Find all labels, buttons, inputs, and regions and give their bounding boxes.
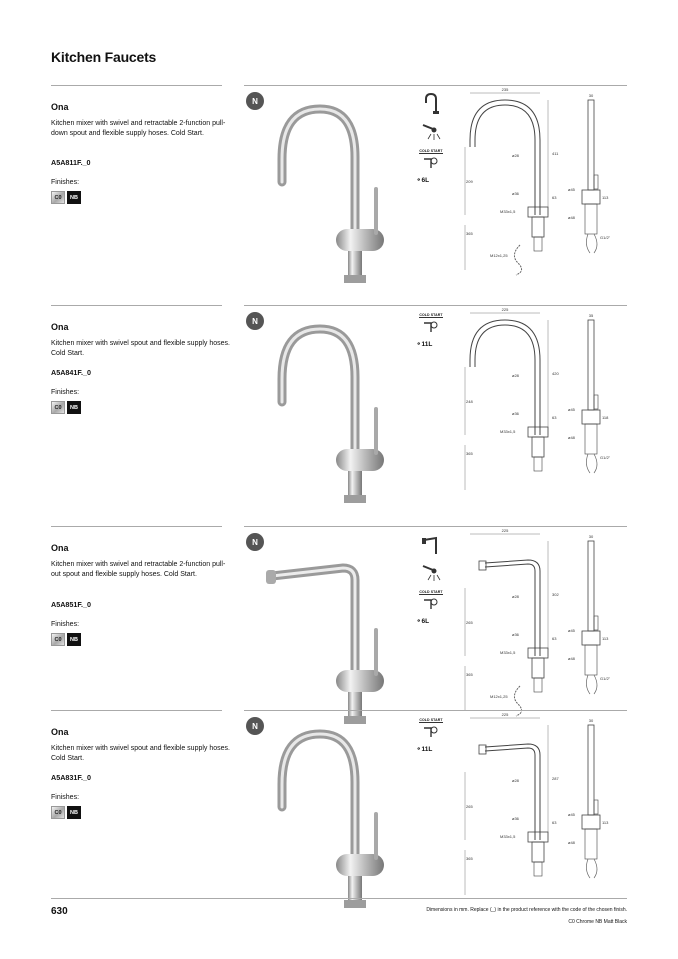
dimension-label: ø36 xyxy=(512,816,519,821)
cold-start-icon xyxy=(416,146,446,172)
finish-swatch-matt-black[interactable]: NB xyxy=(67,806,81,819)
product-description: Kitchen mixer with swivel spout and flexible supply hoses. Cold Start. xyxy=(51,340,230,358)
new-badge: N xyxy=(246,533,264,551)
dimension-label: 225 xyxy=(501,307,509,312)
dimension-label: 411 xyxy=(552,151,559,156)
section-divider-left xyxy=(51,305,222,306)
dimension-label: ø48 xyxy=(568,840,575,845)
product-block xyxy=(0,305,678,525)
cold-start-icon xyxy=(416,715,446,741)
finish-swatch-chrome[interactable]: C0 xyxy=(51,806,65,819)
dimension-label: 265 xyxy=(466,804,473,809)
product-name: Ona xyxy=(51,322,69,332)
dimension-label: 302 xyxy=(552,592,559,597)
dimension-label: M33x1,5 xyxy=(500,429,516,434)
dimension-label: 63 xyxy=(552,415,557,420)
finish-swatches xyxy=(51,191,81,204)
faucet-photo xyxy=(258,528,408,728)
product-description: Kitchen mixer with swivel spout and flexible supply hoses. Cold Start. xyxy=(51,745,230,763)
spray-function-icon xyxy=(416,559,446,585)
dimension-label: 209 xyxy=(466,179,473,184)
dimension-label: 420 xyxy=(552,371,559,376)
product-code: A5A811F._0 xyxy=(51,158,91,167)
product-description: Kitchen mixer with swivel and retractable 2-function pull-out spout and flexible supply hoses. Cold Start. xyxy=(51,561,226,579)
finishes-label: Finishes: xyxy=(51,389,80,396)
dimension-label: ø45 xyxy=(568,407,575,412)
dimension-label: ø48 xyxy=(568,435,575,440)
new-badge: N xyxy=(246,92,264,110)
dimension-label: 365 xyxy=(466,672,473,677)
product-code: A5A831F._0 xyxy=(51,773,91,782)
dimension-label: M33x1,5 xyxy=(500,650,516,655)
dimension-label: M33x1,5 xyxy=(500,209,516,214)
flow-rate: ⚬6L xyxy=(416,618,430,625)
flow-rate-value: 6L xyxy=(421,618,430,625)
dimension-label: ø36 xyxy=(512,191,519,196)
spray-function-icon xyxy=(416,118,446,144)
finish-swatch-chrome[interactable]: C0 xyxy=(51,633,65,646)
dimension-label: ø48 xyxy=(568,656,575,661)
dimension-label: 63 xyxy=(552,820,557,825)
finish-swatches xyxy=(51,633,81,646)
finish-swatch-chrome[interactable]: C0 xyxy=(51,191,65,204)
dimension-label: 113 xyxy=(602,820,609,825)
product-description: Kitchen mixer with swivel and retractable 2-function pull-down spout and flexible supply hoses. Cold Start. xyxy=(51,120,226,138)
dimension-label: G1/2" xyxy=(600,676,611,681)
product-code: A5A841F._0 xyxy=(51,368,91,377)
dimension-label: M12x1,25 xyxy=(490,694,508,699)
finish-swatch-matt-black[interactable]: NB xyxy=(67,633,81,646)
cold-start-icon xyxy=(416,310,446,336)
dimension-label: G1/2" xyxy=(600,235,611,240)
dimension-label: 365 xyxy=(466,451,473,456)
product-name: Ona xyxy=(51,543,69,553)
feature-icons xyxy=(416,531,448,625)
section-divider-left xyxy=(51,526,222,527)
flow-rate: ⚬11L xyxy=(416,341,433,348)
product-block xyxy=(0,85,678,305)
dimension-label: ø28 xyxy=(512,373,519,378)
dimension-label: ø28 xyxy=(512,778,519,783)
cold-start-label: COLD START xyxy=(419,149,443,153)
finish-swatches xyxy=(51,806,81,819)
dimension-label: 248 xyxy=(466,399,473,404)
page-title: Kitchen Faucets xyxy=(51,49,157,65)
dimension-label: M33x1,5 xyxy=(500,834,516,839)
dimension-label: 118 xyxy=(602,415,609,420)
flow-rate: ⚬6L xyxy=(416,177,430,184)
new-badge: N xyxy=(246,717,264,735)
finishes-label: Finishes: xyxy=(51,794,80,801)
dimension-label: ø28 xyxy=(512,153,519,158)
dimension-label: 35 xyxy=(588,313,594,318)
technical-drawing xyxy=(460,712,628,900)
dimension-label: ø45 xyxy=(568,812,575,817)
dimension-label: 30 xyxy=(588,718,594,723)
product-name: Ona xyxy=(51,102,69,112)
faucet-photo xyxy=(258,712,408,912)
dimension-label: ø36 xyxy=(512,632,519,637)
dimension-label: 63 xyxy=(552,636,557,641)
dimension-label: 265 xyxy=(466,620,473,625)
pull-out-spout-icon xyxy=(416,531,446,557)
section-divider-right xyxy=(244,85,627,86)
footer-divider xyxy=(51,898,627,899)
section-divider-right xyxy=(244,305,627,306)
dimension-label: G1/2" xyxy=(600,455,611,460)
dimension-label: ø36 xyxy=(512,411,519,416)
section-divider-right xyxy=(244,710,627,711)
technical-drawing xyxy=(460,528,628,716)
faucet-photo xyxy=(258,307,408,507)
dimension-label: ø28 xyxy=(512,594,519,599)
product-block xyxy=(0,710,678,930)
footnote: Dimensions in mm. Replace (_) in the product reference with the code of the chosen finish. xyxy=(426,907,627,913)
page-number: 630 xyxy=(51,906,68,917)
dimension-label: M12x1,25 xyxy=(490,253,508,258)
dimension-label: 113 xyxy=(602,195,609,200)
pull-down-spout-icon xyxy=(416,90,446,116)
product-name: Ona xyxy=(51,727,69,737)
dimension-label: 365 xyxy=(466,231,473,236)
product-code: A5A851F._0 xyxy=(51,600,91,609)
finish-swatch-chrome[interactable]: C0 xyxy=(51,401,65,414)
finish-swatch-matt-black[interactable]: NB xyxy=(67,191,81,204)
dimension-label: 225 xyxy=(501,712,509,717)
cold-start-icon xyxy=(416,587,446,613)
feature-icons xyxy=(416,90,448,184)
flow-rate: ⚬11L xyxy=(416,746,433,753)
finish-swatch-matt-black[interactable]: NB xyxy=(67,401,81,414)
dimension-label: 30 xyxy=(588,93,594,98)
section-divider-left xyxy=(51,85,222,86)
flow-rate-value: 11L xyxy=(421,341,433,348)
dimension-label: 113 xyxy=(602,636,609,641)
finish-legend: C0 Chrome NB Matt Black xyxy=(568,919,627,925)
finish-swatches xyxy=(51,401,81,414)
cold-start-label: COLD START xyxy=(419,313,443,317)
dimension-label: ø48 xyxy=(568,215,575,220)
dimension-label: 365 xyxy=(466,856,473,861)
cold-start-label: COLD START xyxy=(419,718,443,722)
flow-rate-value: 6L xyxy=(421,177,430,184)
technical-drawing xyxy=(460,87,628,275)
dimension-label: 287 xyxy=(552,776,559,781)
dimension-label: 63 xyxy=(552,195,557,200)
section-divider-right xyxy=(244,526,627,527)
feature-icons xyxy=(416,715,448,753)
cold-start-label: COLD START xyxy=(419,590,443,594)
flow-rate-value: 11L xyxy=(421,746,433,753)
finishes-label: Finishes: xyxy=(51,179,80,186)
dimension-label: ø45 xyxy=(568,628,575,633)
faucet-photo xyxy=(258,87,408,287)
finishes-label: Finishes: xyxy=(51,621,80,628)
section-divider-left xyxy=(51,710,222,711)
dimension-label: 225 xyxy=(501,528,509,533)
dimension-label: ø45 xyxy=(568,187,575,192)
dimension-label: 30 xyxy=(588,534,594,539)
new-badge: N xyxy=(246,312,264,330)
feature-icons xyxy=(416,310,448,348)
dimension-label: 235 xyxy=(501,87,509,92)
technical-drawing xyxy=(460,307,628,495)
